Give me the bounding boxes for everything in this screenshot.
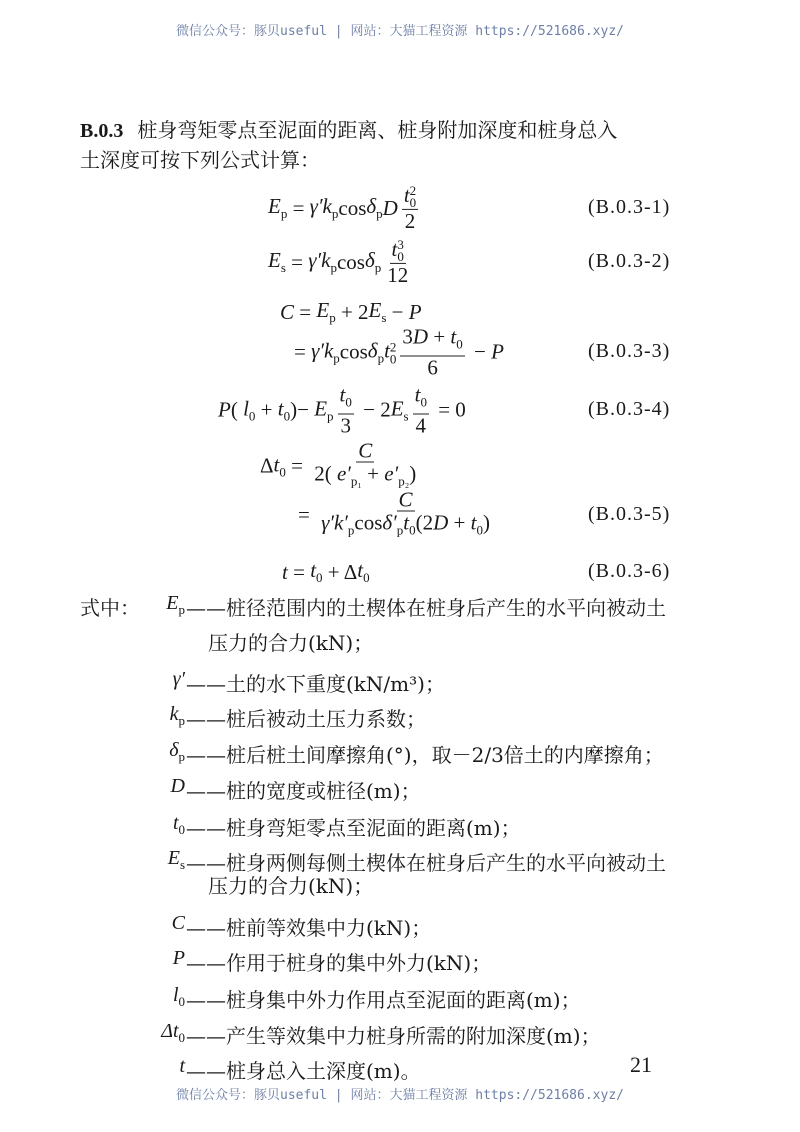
equation-number: (B.0.3-5) [588,503,671,525]
fraction-numerator [397,489,415,512]
symbol-text: t [179,1055,185,1077]
variable-symbol: C [398,487,413,512]
math-text: 4 [415,413,427,438]
fraction [413,384,429,437]
watermark-top: 微信公众号：豚贝useful | 网站：大猫工程资源 https://521686.xyz/ [176,24,624,39]
symbol-text: l [172,984,179,1006]
math-variable [409,300,422,325]
variable-symbol: C [280,299,295,324]
subscript: 0 [316,570,323,585]
math-variable [243,396,255,424]
math-text: = [287,195,310,220]
symbol-text: P [172,947,185,969]
legend-description: ——桩身总入土深度(m)。 [186,1059,421,1083]
math-text: = [294,339,312,364]
variable-symbol: D [433,510,449,535]
equation-number: (B.0.3-4) [588,398,671,420]
legend-symbol [80,912,185,935]
sub-sup [397,239,404,263]
variable-symbol: δ′ [382,510,397,535]
symbol-text: D [170,775,185,797]
superscript: 2 [409,183,417,199]
legend-symbol [80,1020,185,1046]
legend-symbol [80,984,185,1010]
math-variable [391,236,404,265]
variable-symbol: γ′k [311,338,334,362]
math-text: = [285,453,309,478]
equation [280,298,422,326]
math-variable [274,452,286,480]
math-text: cos [336,249,365,274]
legend-description: ——产生等效集中力桩身所需的附加深度(m)； [186,1024,601,1048]
sub-sup [410,185,417,209]
subscript: 0 [397,249,404,265]
subscript: p [330,260,337,275]
math-text: ( [230,397,244,422]
math-variable [280,300,294,325]
fraction-denominator [338,415,353,437]
subscript: 0 [248,408,256,423]
subscript: 0 [409,195,417,211]
math-variable [336,461,362,489]
legend-description: ——桩身两侧每侧土楔体在桩身后产生的水平向被动土 [186,851,666,875]
variable-symbol: D [382,195,398,220]
fraction-denominator [385,264,410,286]
variable-symbol: e′ [336,461,351,486]
equation-number: (B.0.3-6) [588,560,671,582]
variable-symbol: E [268,248,281,272]
symbol-subscript: p [178,749,185,764]
variable-symbol: t [310,558,317,582]
subscript: p [396,522,404,538]
equation [294,326,504,379]
math-variable [310,558,322,586]
subscript: 0 [389,351,397,367]
variable-symbol: t [273,452,280,476]
symbol-text: γ′ [172,668,185,690]
fraction [400,326,464,379]
subscript: p [374,260,382,275]
math-variable [339,382,352,410]
variable-symbol: e′ [384,461,399,486]
math-text: = [298,502,316,527]
math-variable [311,338,340,366]
legend-description-continued: 压力的合力(kN)； [208,631,374,655]
legend-description: ——桩身弯矩零点至泥面的距离(m)； [186,816,521,840]
variable-symbol: E [314,396,328,420]
watermark-bottom: 微信公众号：豚贝useful | 网站：大猫工程资源 https://521686.xyz/ [176,1088,624,1103]
fraction-denominator [414,415,429,437]
legend-description-continued: 压力的合力(kN)； [208,874,374,898]
legend-description: ——作用于桩身的集中外力(kN)； [186,951,492,975]
subscript: p [376,206,383,221]
equation-number: (B.0.3-3) [588,340,671,362]
math-text: + [361,461,385,486]
equation-number: (B.0.3-1) [588,196,671,218]
variable-symbol: P [408,299,422,324]
variable-symbol: l [243,396,249,420]
math-text: = [294,299,317,324]
math-text: ) [409,461,417,486]
equation [218,384,466,437]
subscript: p [333,350,340,365]
math-text: − [386,299,409,324]
fraction [402,184,418,232]
variable-symbol: E [268,194,281,218]
math-text: − 2 [357,397,391,422]
variable-symbol: t [414,382,421,407]
math-variable [365,248,381,276]
subscript: 0 [283,408,291,423]
subscript: s [403,408,409,423]
symbol-text: δ [169,739,179,761]
variable-symbol: t [384,338,390,363]
section-text-2: 土深度可按下列公式计算： [80,148,320,172]
math-text: = [287,559,311,584]
legend-symbol [80,847,185,873]
fraction-denominator [425,357,440,379]
fraction [319,489,492,542]
math-text: + 2 [335,299,369,324]
symbol-subscript: p [178,713,185,728]
math-variable [433,511,448,535]
math-text: = 0 [432,397,466,422]
math-variable [368,338,384,366]
variable-symbol: E [368,298,382,322]
superscript: 2 [389,339,397,355]
fraction-numerator [400,326,464,357]
symbol-text: E [167,847,180,869]
symbol-subscript: 0 [178,1030,185,1045]
fraction-numerator [413,384,429,415]
math-variable [310,194,339,222]
legend-symbol [80,668,185,691]
math-text: 2 [404,209,416,234]
symbol-text: t [172,812,179,834]
symbol-text: C [171,912,185,934]
math-text: − [468,339,492,364]
subscript: s [381,310,387,325]
variable-symbol: t [470,510,477,535]
math-variable [383,196,398,221]
math-text: cos [339,339,368,364]
legend-symbol [80,947,185,970]
legend-symbol [80,592,185,618]
symbol-text: E [166,592,179,614]
math-variable [268,194,287,222]
symbol-subscript: p [178,602,185,617]
math-text: cos [354,510,383,535]
variable-symbol: E [316,298,330,322]
subscript: 0 [345,394,352,410]
subscript: 0 [476,522,483,538]
subscript: p [327,408,334,423]
math-variable [278,396,290,424]
subscript: p₁ [350,473,362,489]
math-text: 12 [387,263,409,288]
math-variable [366,194,382,222]
legend-description: ——桩身集中外力作用点至泥面的距离(m)； [186,988,581,1012]
subscript: p [329,310,336,325]
legend-description: ——桩后桩土间摩擦角(°)，取－2/3倍土的内摩擦角； [186,743,664,767]
math-text: Δ [260,453,274,478]
legend-symbol [80,703,185,729]
math-text: )− [290,397,315,422]
math-variable [391,396,409,424]
fraction [385,238,410,286]
equation [260,440,422,493]
variable-symbol: γ′k [308,248,331,272]
legend-description: ——桩后被动土压力系数； [186,707,426,731]
subscript: p [280,206,288,221]
math-text: + Δ [322,559,358,584]
equation [282,558,370,586]
subscript: s [280,260,286,275]
subscript: p₂ [398,473,410,489]
math-variable [308,248,337,276]
math-variable [314,396,333,424]
page-number: 21 [630,1052,652,1077]
math-text: + [448,510,471,535]
variable-symbol: t [450,324,457,349]
legend-description: ——土的水下重度(kN/m³)； [186,672,445,696]
math-variable [357,558,369,586]
math-text: + [255,397,278,422]
math-variable [316,298,335,326]
math-text: 3 [402,324,413,349]
subscript: 0 [363,570,370,585]
variable-symbol: t [282,559,288,584]
math-variable [403,510,416,538]
equation-number: (B.0.3-2) [588,250,671,272]
math-text: cos [338,195,367,220]
variable-symbol: δ [366,194,377,218]
math-variable [384,339,396,365]
math-variable [321,510,355,538]
subscript: p [347,522,355,538]
section-heading-line1 [80,117,617,144]
fraction-numerator [390,238,406,264]
legend-symbol [80,739,185,765]
variable-symbol: t [339,382,346,407]
superscript: 3 [397,237,404,253]
math-text: (2 [415,510,434,535]
math-variable [268,248,286,276]
math-text: ) [482,510,490,535]
legend-symbol [80,812,185,838]
variable-symbol: P [218,397,231,422]
math-text: + [428,324,451,349]
variable-symbol: C [358,438,373,463]
subscript: 0 [409,522,416,538]
subscript: 0 [456,336,463,352]
subscript: 0 [279,464,286,479]
symbol-subscript: 0 [178,994,185,1009]
math-text: 6 [427,355,438,380]
variable-symbol: t [277,396,284,420]
variable-symbol: E [390,396,404,420]
fraction-numerator [338,384,354,415]
fraction-numerator [402,184,418,210]
math-variable [358,439,372,463]
subscript: 0 [420,394,427,410]
math-variable [414,382,427,410]
variable-symbol: γ′k′ [321,510,348,535]
fraction-denominator [319,512,492,542]
equation [268,238,414,286]
math-variable [218,398,231,423]
symbol-subscript: 0 [178,822,185,837]
math-variable [403,182,417,211]
legend-symbol [80,1055,185,1078]
math-text: 2( [314,461,337,486]
fraction-numerator [356,440,374,463]
section-text-1: 桩身弯矩零点至泥面的距离、桩身附加深度和桩身总入 [137,118,618,142]
variable-symbol: γ′k [309,194,332,218]
math-variable [382,510,404,538]
math-variable [399,488,413,512]
equation [298,489,496,542]
math-variable [450,324,463,352]
math-variable [470,510,483,538]
math-variable [413,325,428,349]
symbol-subscript: s [179,857,185,872]
section-number: B.0.3 [80,120,124,142]
math-variable [491,340,504,365]
legend-description: ——桩的宽度或桩径(m)； [186,779,421,803]
variable-symbol: δ [367,338,378,362]
variable-symbol: δ [364,248,375,272]
legend-intro: 式中： [80,596,140,620]
math-text: = [285,249,309,274]
symbol-text: Δt [161,1020,179,1042]
subscript: p [331,206,339,221]
variable-symbol: t [403,510,410,535]
subscript: p [377,350,385,365]
legend-symbol [80,775,185,798]
math-variable [369,298,387,326]
fraction [338,384,354,437]
variable-symbol: t [403,182,410,207]
variable-symbol: t [391,236,398,261]
symbol-text: k [169,703,179,725]
variable-symbol: D [412,324,429,349]
legend-description: ——桩前等效集中力(kN)； [186,916,432,940]
variable-symbol: t [357,558,364,582]
fraction [312,440,418,493]
legend-description: ——桩径范围内的土楔体在桩身后产生的水平向被动土 [186,596,666,620]
equation [268,184,422,232]
fraction-denominator [403,210,418,232]
math-text: 3 [340,413,351,438]
variable-symbol: P [491,339,504,364]
math-variable [384,461,410,489]
sub-sup [390,341,397,365]
